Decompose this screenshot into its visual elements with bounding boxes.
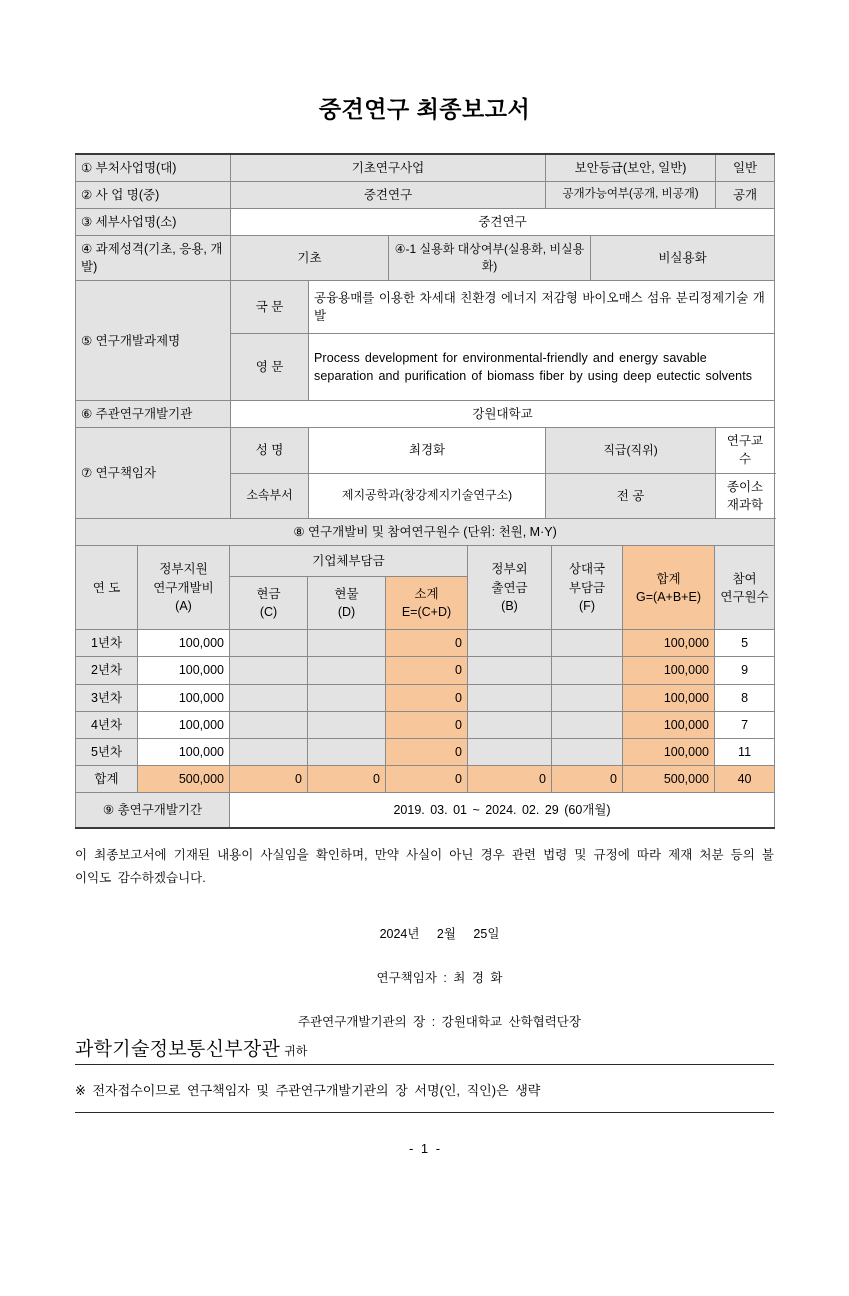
cell-total-subtotal: 0: [386, 765, 468, 792]
cell-nongov: [468, 684, 552, 711]
header-nongov-line1: 정부외: [491, 562, 528, 577]
label-project-title: ⑤ 연구개발과제명: [76, 281, 231, 401]
header-researchers-line1: 참여: [732, 571, 757, 586]
header-grand-total: [623, 545, 715, 629]
header-inkind: [308, 577, 386, 630]
cell-total-grand: 500,000: [623, 765, 715, 792]
cell-inkind: [308, 711, 386, 738]
value-disclosure: 공개: [716, 181, 775, 208]
confirmation-statement: 이 최종보고서에 기재된 내용이 사실임을 확인하며, 만약 사실이 아닌 경우 관련 법령 및 규정에 따라 제재 처분 등의 불이익도 감수하겠습니다.: [75, 848, 774, 886]
cell-total: 100,000: [623, 684, 715, 711]
table-row-host-institution: [76, 401, 775, 428]
header-cash-line1: 현금: [256, 587, 281, 602]
header-gov-support: [138, 545, 230, 629]
document-page: [0, 96, 849, 1296]
cell-gov-support: 100,000: [138, 684, 230, 711]
value-task-type: 기초: [231, 235, 389, 280]
label-disclosure: 공개가능여부(공개, 비공개): [546, 181, 716, 208]
addressee-minister: 과학기술정보통신부장관: [75, 1039, 281, 1061]
header-gov-support-line2: 연구개발비: [153, 580, 214, 595]
cell-year: 2년차: [76, 657, 138, 684]
label-korean-title: 국 문: [231, 281, 309, 334]
header-nongov-line2: 출연금: [491, 580, 528, 595]
table-row: [76, 711, 775, 738]
cell-cash: [230, 738, 308, 765]
table-row-researcher-name: [76, 428, 775, 473]
label-commercialization: ④-1 실용화 대상여부(실용화, 비실용화): [389, 235, 591, 280]
table-row-title-korean: [76, 281, 775, 334]
page-number: - 1 -: [408, 1141, 441, 1157]
addressee-row: [75, 1034, 774, 1065]
signature-principal-investigator: 연구책임자 : 최 경 화: [376, 971, 503, 986]
cell-cash: [230, 657, 308, 684]
label-major: 전 공: [546, 473, 716, 518]
cell-total-inkind: 0: [308, 765, 386, 792]
header-cash: [230, 577, 308, 630]
signature-block: [75, 924, 774, 1030]
label-name: 성 명: [231, 428, 309, 473]
value-korean-title: 공융용매를 이용한 차세대 친환경 에너지 저감형 바이오매스 섬유 분리정제기술 개발: [309, 281, 775, 334]
signature-date: 2024년 2월 25일: [379, 927, 500, 942]
label-english-title: 영 문: [231, 334, 309, 401]
header-partner-country: [552, 545, 623, 629]
value-commercialization: 비실용화: [591, 235, 775, 280]
cell-total-label: 합계: [76, 765, 138, 792]
header-researcher-count: [715, 545, 775, 629]
value-security-grade: 일반: [716, 154, 775, 182]
header-nongov-line3: (B): [501, 598, 518, 613]
table-row: [76, 630, 775, 657]
signature-institution-head: 주관연구개발기관의 장 : 강원대학교 산학협력단장: [298, 1015, 581, 1030]
cell-gov-support: 100,000: [138, 738, 230, 765]
header-gov-support-line1: 정부지원: [159, 562, 208, 577]
table-row-total: [76, 765, 775, 792]
header-partner-line2: 부담금: [568, 580, 606, 595]
header-total-line2: G=(A+B+E): [636, 589, 701, 604]
value-position: 연구교수: [716, 428, 775, 473]
cell-nongov: [468, 738, 552, 765]
cell-partner: [552, 711, 623, 738]
cell-subtotal: 0: [386, 684, 468, 711]
cell-partner: [552, 657, 623, 684]
table-row-task-type: [76, 235, 775, 280]
label-security-grade: 보안등급(보안, 일반): [546, 154, 716, 182]
cell-total-partner: 0: [552, 765, 623, 792]
cell-researchers: 11: [715, 738, 775, 765]
value-name: 최경화: [309, 428, 546, 473]
cell-researchers: 7: [715, 711, 775, 738]
cell-inkind: [308, 684, 386, 711]
table-row-period: [76, 793, 775, 829]
value-host-institution: 강원대학교: [231, 401, 775, 428]
cell-gov-support: 100,000: [138, 630, 230, 657]
header-subtotal: [386, 577, 468, 630]
project-info-table: [75, 153, 775, 519]
label-position: 직급(직위): [546, 428, 716, 473]
cell-cash: [230, 711, 308, 738]
cell-total: 100,000: [623, 630, 715, 657]
page-title: 중견연구 최종보고서: [318, 96, 531, 122]
label-host-institution: ⑥ 주관연구개발기관: [76, 401, 231, 428]
electronic-submission-note: ※ 전자접수이므로 연구책임자 및 주관연구개발기관의 장 서명(인, 직인)은 생략: [75, 1080, 774, 1113]
table-row: [76, 684, 775, 711]
header-year: 연 도: [76, 545, 138, 629]
cell-total: 100,000: [623, 738, 715, 765]
table-row: [76, 738, 775, 765]
cell-gov-support: 100,000: [138, 711, 230, 738]
value-ministry-program: 기초연구사업: [231, 154, 546, 182]
label-subprogram: ③ 세부사업명(소): [76, 208, 231, 235]
cell-total-cash: 0: [230, 765, 308, 792]
value-english-title: Process development for environmental-friendly and energy savable separation and purification of biomass fiber by using deep eutectic solvents: [309, 334, 775, 401]
header-company-contribution: 기업체부담금: [230, 545, 468, 576]
cell-total: 100,000: [623, 657, 715, 684]
header-inkind-line2: (D): [337, 605, 356, 620]
cell-total-nongov: 0: [468, 765, 552, 792]
budget-section-header-row: [76, 518, 775, 545]
cell-total-researchers: 40: [715, 765, 775, 792]
header-subtotal-line1: 소계: [414, 587, 439, 602]
label-ministry-program: ① 부처사업명(대): [76, 154, 231, 182]
cell-year: 3년차: [76, 684, 138, 711]
cell-partner: [552, 630, 623, 657]
cell-partner: [552, 738, 623, 765]
label-department: 소속부서: [231, 473, 309, 518]
cell-nongov: [468, 711, 552, 738]
header-nongov-fund: [468, 545, 552, 629]
cell-inkind: [308, 657, 386, 684]
value-subprogram: 중견연구: [231, 208, 775, 235]
cell-inkind: [308, 738, 386, 765]
header-partner-line1: 상대국: [568, 562, 606, 577]
value-program-name: 중견연구: [231, 181, 546, 208]
cell-partner: [552, 684, 623, 711]
cell-year: 1년차: [76, 630, 138, 657]
cell-researchers: 9: [715, 657, 775, 684]
value-major: 종이소재과학: [716, 473, 775, 518]
cell-inkind: [308, 630, 386, 657]
table-row-program-name: [76, 181, 775, 208]
cell-subtotal: 0: [386, 630, 468, 657]
cell-cash: [230, 684, 308, 711]
cell-subtotal: 0: [386, 711, 468, 738]
cell-cash: [230, 630, 308, 657]
label-program-name: ② 사 업 명(중): [76, 181, 231, 208]
header-subtotal-line2: E=(C+D): [401, 605, 452, 620]
table-row: [76, 657, 775, 684]
header-inkind-line1: 현물: [334, 587, 359, 602]
label-task-type: ④ 과제성격(기초, 응용, 개발): [76, 235, 231, 280]
cell-year: 5년차: [76, 738, 138, 765]
label-total-period: ⑨ 총연구개발기간: [76, 793, 230, 829]
header-researchers-line2: 연구원수: [720, 589, 769, 604]
cell-researchers: 5: [715, 630, 775, 657]
table-row-subprogram: [76, 208, 775, 235]
cell-nongov: [468, 630, 552, 657]
budget-table: [75, 518, 775, 829]
header-gov-support-line3: (A): [175, 598, 192, 613]
addressee-honorific: 귀하: [284, 1044, 308, 1059]
cell-subtotal: 0: [386, 657, 468, 684]
value-department: 제지공학과(창강제지기술연구소): [309, 473, 546, 518]
cell-gov-support: 100,000: [138, 657, 230, 684]
cell-nongov: [468, 657, 552, 684]
header-cash-line2: (C): [259, 605, 278, 620]
value-total-period: 2019. 03. 01 ~ 2024. 02. 29 (60개월): [230, 793, 775, 829]
cell-total: 100,000: [623, 711, 715, 738]
cell-total-gov: 500,000: [138, 765, 230, 792]
budget-header-row-1: [76, 545, 775, 576]
cell-researchers: 8: [715, 684, 775, 711]
cell-year: 4년차: [76, 711, 138, 738]
header-partner-line3: (F): [579, 598, 595, 613]
header-total-line1: 합계: [656, 571, 681, 586]
cell-subtotal: 0: [386, 738, 468, 765]
label-principal-investigator: ⑦ 연구책임자: [76, 428, 231, 519]
budget-section-title: ⑧ 연구개발비 및 참여연구원수 (단위: 천원, M·Y): [76, 518, 775, 545]
table-row-ministry-program: [76, 154, 775, 182]
